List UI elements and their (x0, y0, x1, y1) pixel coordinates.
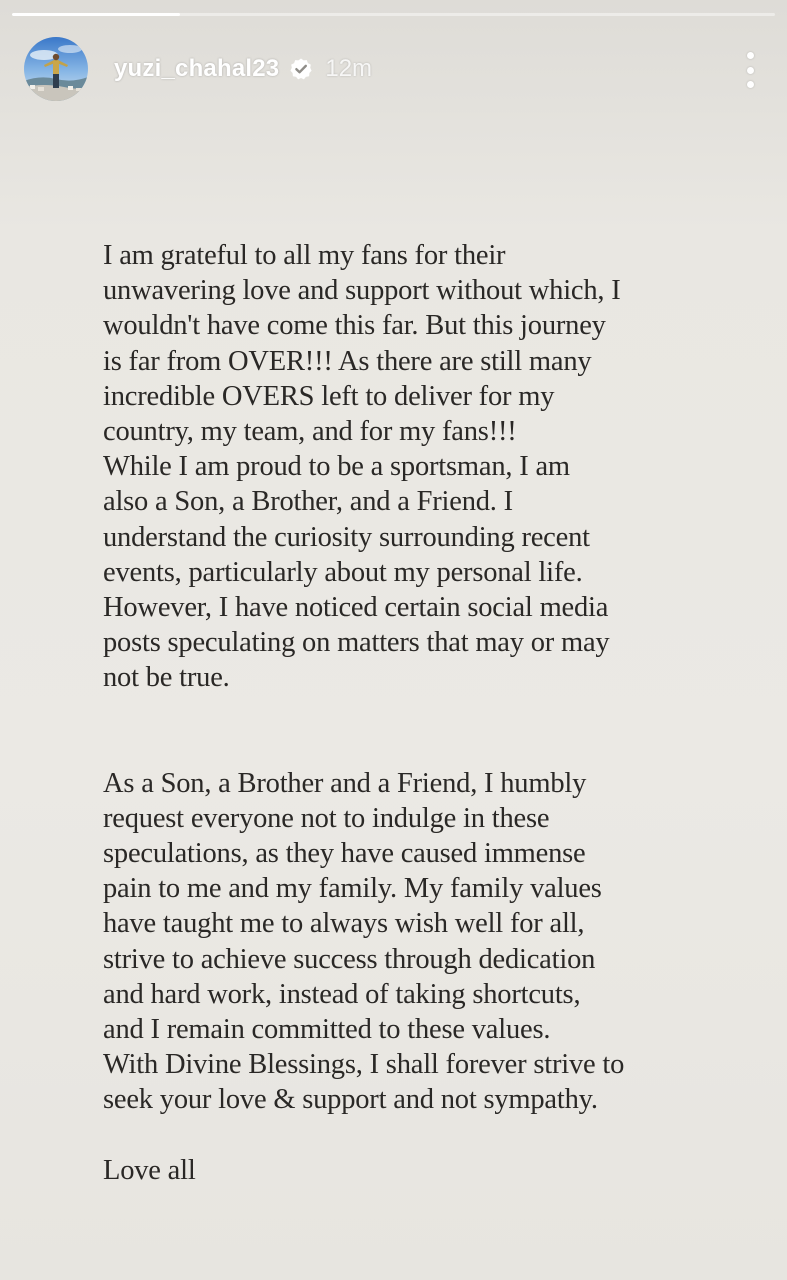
more-options-button[interactable] (737, 50, 763, 90)
signoff: Love all (103, 1154, 196, 1186)
story-progress-bar (12, 13, 775, 16)
avatar[interactable] (24, 37, 88, 101)
avatar-image (24, 37, 88, 101)
username[interactable]: yuzi_chahal23 (114, 55, 280, 82)
paragraph-1: I am grateful to all my fans for their unwavering love and support without which, I wouldn't have come this far. But this journey is far from OVER!!! As there are still many incredible OVERS left to deliver for my country, my team, and for my fans!!! While I am proud to be a sportsman, I am also a Son, a Brother, and a Friend. I understand the curiosity surrounding recent events, particularly about my personal life. However, I have noticed certain social media posts speculating on matters that may or may not be true. (103, 240, 621, 694)
verified-badge-icon (289, 57, 313, 81)
story-progress-fill (12, 13, 180, 16)
story-header (24, 37, 763, 101)
story-text-content (103, 238, 723, 1188)
story-timestamp: 12m (325, 55, 373, 82)
more-vertical-icon (747, 52, 754, 59)
paragraph-2: As a Son, a Brother and a Friend, I humbly request everyone not to indulge in these speculations, as they have caused immense pain to me and my family. My family values have taught me to always wish well for all, strive to achieve success through dedication and hard work, instead of taking shortcuts, and I remain committed to these values. With Divine Blessings, I shall forever strive to seek your love & support and not sympathy. (103, 767, 625, 1116)
